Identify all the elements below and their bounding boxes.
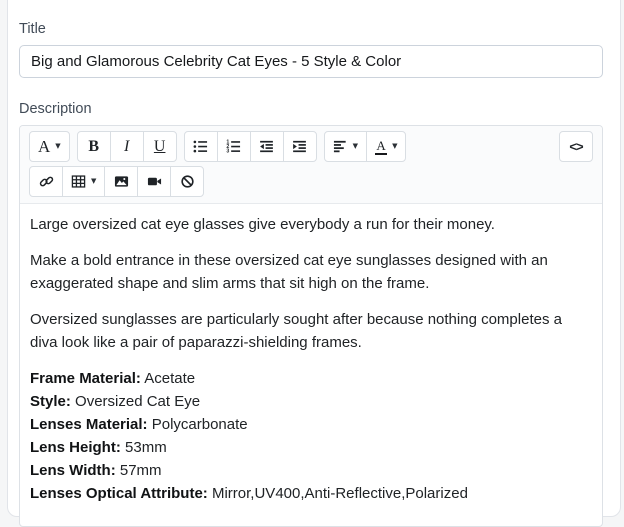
description-label: Description bbox=[19, 101, 92, 117]
spec-row bbox=[30, 436, 592, 459]
underline-icon: U bbox=[153, 137, 166, 155]
paragraph: Make a bold entrance in these oversized cat eye sunglasses designed with an exaggerated shape and slim arms that sit high on the frame. bbox=[30, 252, 548, 292]
spec-label: Lenses Optical Attribute: bbox=[30, 485, 208, 502]
style-group bbox=[29, 131, 70, 162]
spec-value: 57mm bbox=[119, 462, 162, 479]
link-icon bbox=[39, 174, 54, 189]
table-dropdown-button[interactable] bbox=[62, 166, 105, 197]
unordered-list-button[interactable] bbox=[184, 131, 218, 162]
bold-button[interactable] bbox=[77, 131, 111, 162]
spec-row bbox=[30, 413, 592, 436]
font-color-icon bbox=[375, 139, 387, 155]
ban-icon bbox=[180, 174, 195, 189]
svg-text:1: 1 bbox=[226, 139, 230, 146]
spec-row bbox=[30, 459, 592, 482]
indent-button[interactable] bbox=[283, 131, 317, 162]
picture-icon bbox=[114, 174, 129, 189]
bold-icon: B bbox=[88, 137, 99, 155]
codeview-icon: <> bbox=[569, 139, 583, 154]
ordered-list-button[interactable] bbox=[217, 131, 251, 162]
font-color-dropdown-button[interactable] bbox=[366, 131, 406, 162]
spec-row bbox=[30, 390, 592, 413]
spec-row bbox=[30, 482, 592, 505]
form-card bbox=[7, 0, 621, 517]
paragraph-color-group bbox=[324, 131, 407, 162]
chevron-down-icon: ▼ bbox=[91, 177, 97, 185]
list-group bbox=[184, 131, 317, 162]
ban-button[interactable] bbox=[170, 166, 204, 197]
toolbar-row-2 bbox=[29, 166, 593, 197]
spec-label: Lenses Material: bbox=[30, 416, 148, 433]
italic-button[interactable] bbox=[110, 131, 144, 162]
font-style-dropdown-button[interactable] bbox=[29, 131, 70, 162]
spec-value: Acetate bbox=[144, 370, 196, 387]
picture-button[interactable] bbox=[104, 166, 138, 197]
video-button[interactable] bbox=[137, 166, 171, 197]
toolbar-row-1 bbox=[29, 131, 593, 162]
codeview-button[interactable] bbox=[559, 131, 593, 162]
chevron-down-icon: ▼ bbox=[392, 142, 398, 150]
spec-value: Polycarbonate bbox=[151, 416, 248, 433]
spec-list bbox=[30, 367, 592, 505]
spec-row bbox=[30, 367, 592, 390]
align-left-icon bbox=[333, 139, 348, 154]
outdent-icon bbox=[259, 139, 274, 154]
spec-value: Oversized Cat Eye bbox=[75, 393, 201, 410]
svg-text:3: 3 bbox=[226, 148, 230, 154]
svg-text:2: 2 bbox=[226, 144, 230, 151]
font-format-group bbox=[77, 131, 177, 162]
insert-group bbox=[29, 166, 204, 197]
font-color-bar bbox=[375, 153, 387, 155]
title-input[interactable] bbox=[19, 45, 603, 78]
spec-label: Lens Height: bbox=[30, 439, 121, 456]
paragraph: Large oversized cat eye glasses give everybody a run for their money. bbox=[30, 216, 495, 233]
spec-label: Frame Material: bbox=[30, 370, 141, 387]
editor-toolbar bbox=[20, 126, 602, 204]
spec-label: Lens Width: bbox=[30, 462, 116, 479]
outdent-button[interactable] bbox=[250, 131, 284, 162]
table-icon bbox=[71, 174, 86, 189]
video-icon bbox=[147, 174, 162, 189]
italic-icon: I bbox=[124, 137, 130, 155]
link-button[interactable] bbox=[29, 166, 63, 197]
title-label: Title bbox=[19, 21, 46, 37]
paragraph-align-dropdown-button[interactable] bbox=[324, 131, 367, 162]
spec-value: Mirror,UV400,Anti-Reflective,Polarized bbox=[211, 485, 468, 502]
spec-label: Style: bbox=[30, 393, 71, 410]
ordered-list-icon bbox=[226, 139, 241, 154]
font-color-letter: A bbox=[376, 137, 386, 153]
indent-icon bbox=[292, 139, 307, 154]
chevron-down-icon: ▼ bbox=[55, 142, 61, 150]
chevron-down-icon: ▼ bbox=[352, 142, 359, 150]
rich-text-editor bbox=[19, 125, 603, 527]
unordered-list-icon bbox=[193, 139, 208, 154]
underline-button[interactable] bbox=[143, 131, 177, 162]
editor-content-area[interactable] bbox=[20, 204, 602, 526]
font-style-dropdown-icon: A bbox=[38, 137, 51, 156]
paragraph: Oversized sunglasses are particularly sought after because nothing completes a diva look like a pair of paparazzi-shielding frames. bbox=[30, 311, 562, 351]
spec-value: 53mm bbox=[125, 439, 167, 456]
